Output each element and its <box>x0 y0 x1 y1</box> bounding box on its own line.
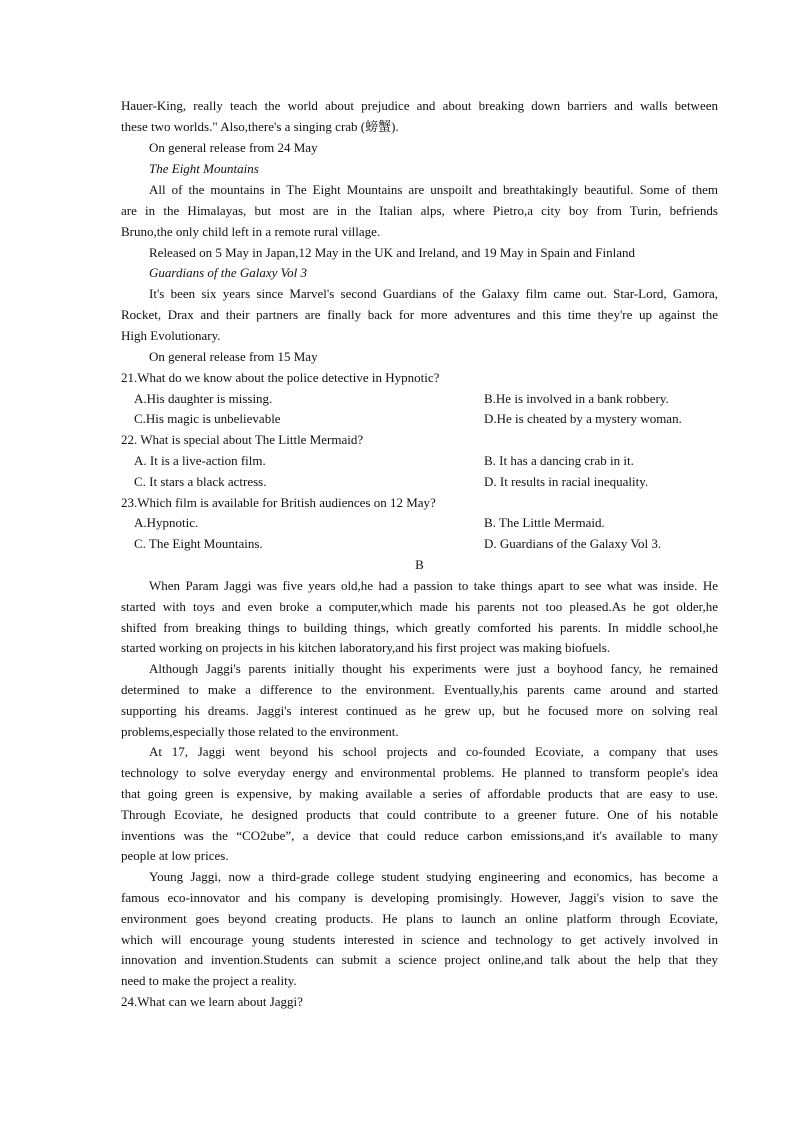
guardians-release: On general release from 15 May <box>149 349 318 364</box>
eight-mountains-text-line: Bruno,the only child left in a remote rural village. <box>121 224 381 239</box>
guardians-text-line: High Evolutionary. <box>121 328 221 343</box>
paragraph-4-line: innovation and invention.Students can submit a science project online,and talk about the help that they <box>121 952 718 967</box>
mermaid-release: On general release from 24 May <box>149 140 318 155</box>
question-22-option-d: D. It results in racial inequality. <box>484 474 649 489</box>
paragraph-2-line: supporting his dreams. Jaggi's interest continued as he grew up, but he focused more on solving real <box>121 703 718 718</box>
question-22-option-a: A. It is a live-action film. <box>134 453 266 468</box>
section-b-heading: B <box>415 557 424 572</box>
question-23-option-d: D. Guardians of the Galaxy Vol 3. <box>484 536 662 551</box>
question-24-stem: 24.What can we learn about Jaggi? <box>121 994 303 1009</box>
eight-mountains-title: The Eight Mountains <box>149 161 259 176</box>
paragraph-3-line: inventions was the “CO2ube”, a device that could reduce carbon emissions,and it's available to many <box>121 828 718 843</box>
question-23-stem: 23.Which film is available for British audiences on 12 May? <box>121 495 436 510</box>
paragraph-1-line: When Param Jaggi was five years old,he had a passion to take things apart to see what was inside. He <box>149 578 718 593</box>
paragraph-1-line: started working on projects in his kitchen laboratory,and his first project was making biofuels. <box>121 640 611 655</box>
question-22-option-b: B. It has a dancing crab in it. <box>484 453 634 468</box>
paragraph-4-line: which will encourage young students interested in science and technology to get actively involved in <box>121 932 718 947</box>
paragraph-3-line: Through Ecoviate, he designed products that could contribute to a greener future. One of his notable <box>121 807 718 822</box>
paragraph-2-line: problems,especially those related to the environment. <box>121 724 399 739</box>
eight-mountains-text-line: All of the mountains in The Eight Mountains are unspoilt and breathtakingly beautiful. Some of them <box>149 182 718 197</box>
paragraph-4-line: Young Jaggi, now a third-grade college student studying engineering and economics, has become a <box>149 869 718 884</box>
mermaid-text-line: these two worlds." Also,there's a singing crab (螃蟹). <box>121 119 399 134</box>
paragraph-2-line: determined to make a difference to the environment. Eventually,his parents came around and started <box>121 682 718 697</box>
paragraph-3-line: technology to solve everyday energy and environmental problems. He planned to transform people's idea <box>121 765 718 780</box>
paragraph-1-line: shifted from breaking things to building things, which greatly comforted his parents. In middle school,he <box>121 620 718 635</box>
paragraph-3-line: people at low prices. <box>121 848 229 863</box>
eight-mountains-text-line: are in the Himalayas, but most are in the Italian alps, where Pietro,a city boy from Turin, befriends <box>121 203 718 218</box>
eight-mountains-release: Released on 5 May in Japan,12 May in the UK and Ireland, and 19 May in Spain and Finland <box>149 245 635 260</box>
question-23-option-c: C. The Eight Mountains. <box>134 536 263 551</box>
paragraph-4-line: famous eco-innovator and his company is developing promisingly. However, Jaggi's vision to save the <box>121 890 718 905</box>
question-21-option-c: C.His magic is unbelievable <box>134 411 281 426</box>
mermaid-text-line: Hauer-King, really teach the world about prejudice and about breaking down barriers and walls between <box>121 98 718 113</box>
question-22-option-c: C. It stars a black actress. <box>134 474 267 489</box>
paragraph-3-line: At 17, Jaggi went beyond his school projects and co-founded Ecoviate, a company that uses <box>149 744 718 759</box>
guardians-title: Guardians of the Galaxy Vol 3 <box>149 265 308 280</box>
question-22-stem: 22. What is special about The Little Mermaid? <box>121 432 364 447</box>
question-23-option-a: A.Hypnotic. <box>134 515 199 530</box>
guardians-text-line: Rocket, Drax and their partners are finally back for more adventures and this time they're up against the <box>121 307 718 322</box>
paragraph-4-line: need to make the project a reality. <box>121 973 297 988</box>
question-21-option-d: D.He is cheated by a mystery woman. <box>484 411 682 426</box>
question-21-stem: 21.What do we know about the police detective in Hypnotic? <box>121 370 440 385</box>
paragraph-1-line: started with toys and even broke a computer,which made his parents not too pleased.As he got older,he <box>121 599 718 614</box>
paragraph-3-line: that going green is expensive, by making available a series of affordable products that are easy to use. <box>121 786 718 801</box>
paragraph-4-line: environment goes beyond creating products. He plans to launch an online platform through Ecoviate, <box>121 911 718 926</box>
question-21-option-a: A.His daughter is missing. <box>134 391 273 406</box>
guardians-text-line: It's been six years since Marvel's second Guardians of the Galaxy film came out. Star-Lord, Gamora, <box>149 286 718 301</box>
question-21-option-b: B.He is involved in a bank robbery. <box>484 391 669 406</box>
question-23-option-b: B. The Little Mermaid. <box>484 515 605 530</box>
paragraph-2-line: Although Jaggi's parents initially thought his experiments were just a boyhood fancy, he remained <box>149 661 718 676</box>
